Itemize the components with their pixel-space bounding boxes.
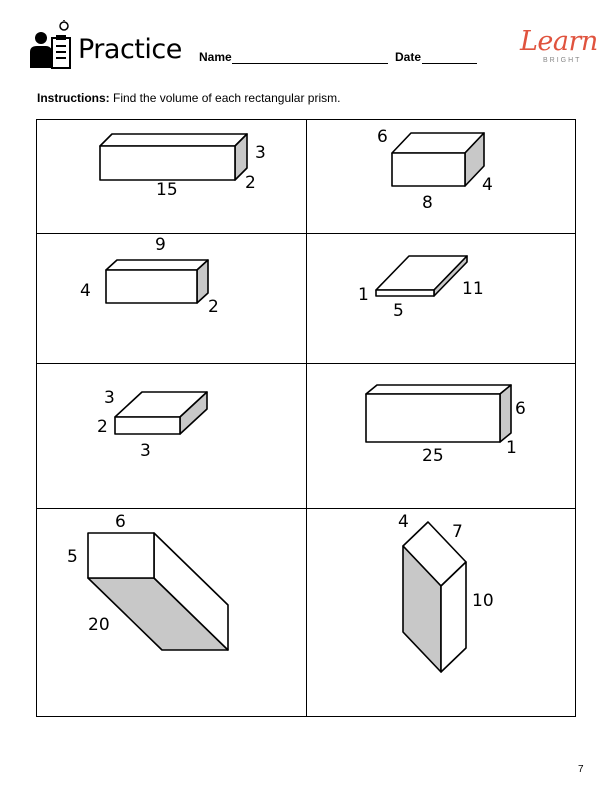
prism-5 <box>115 392 207 434</box>
prism-3-label-length: 9 <box>155 235 166 255</box>
prism-5-label-length: 3 <box>140 441 151 461</box>
prism-1-label-height: 3 <box>255 143 266 163</box>
prism-7-label-length: 20 <box>88 615 110 635</box>
prism-8 <box>403 522 466 672</box>
prism-8-label-width: 4 <box>398 512 409 532</box>
prism-3-label-depth: 2 <box>208 297 219 317</box>
prism-1 <box>100 134 247 180</box>
prism-6-label-depth: 1 <box>506 438 517 458</box>
prism-3-label-height: 4 <box>80 281 91 301</box>
name-label: Name <box>199 50 232 64</box>
prism-5-label-height: 2 <box>97 417 108 437</box>
prism-4-label-depth: 11 <box>462 279 484 299</box>
prism-8-label-depth: 7 <box>452 522 463 542</box>
prism-5-label-depth: 3 <box>104 388 115 408</box>
prism-4-label-height: 1 <box>358 285 369 305</box>
prism-2-label-length: 8 <box>422 193 433 213</box>
prism-1-label-depth: 2 <box>245 173 256 193</box>
prism-4 <box>376 256 467 296</box>
logo-main-text: Learn <box>520 26 598 57</box>
prism-2-label-depth: 6 <box>377 127 388 147</box>
prism-8-label-height: 10 <box>472 591 494 611</box>
prism-1-label-length: 15 <box>156 180 178 200</box>
prism-6-label-height: 6 <box>515 399 526 419</box>
prism-6 <box>366 385 511 442</box>
instructions-text: Find the volume of each rectangular prism. <box>109 91 341 105</box>
prism-2 <box>392 133 484 186</box>
logo-sub-text: BRIGHT <box>543 57 582 64</box>
prism-7-label-width: 6 <box>115 512 126 532</box>
prism-4-label-length: 5 <box>393 301 404 321</box>
prism-7-label-height: 5 <box>67 547 78 567</box>
page-title: Practice <box>78 34 182 65</box>
page-number: 7 <box>578 764 584 775</box>
prism-3 <box>106 260 208 303</box>
date-label: Date <box>395 50 422 64</box>
prism-6-label-length: 25 <box>422 446 444 466</box>
prism-2-label-height: 4 <box>482 175 493 195</box>
instructions-prefix: Instructions: <box>37 91 110 105</box>
